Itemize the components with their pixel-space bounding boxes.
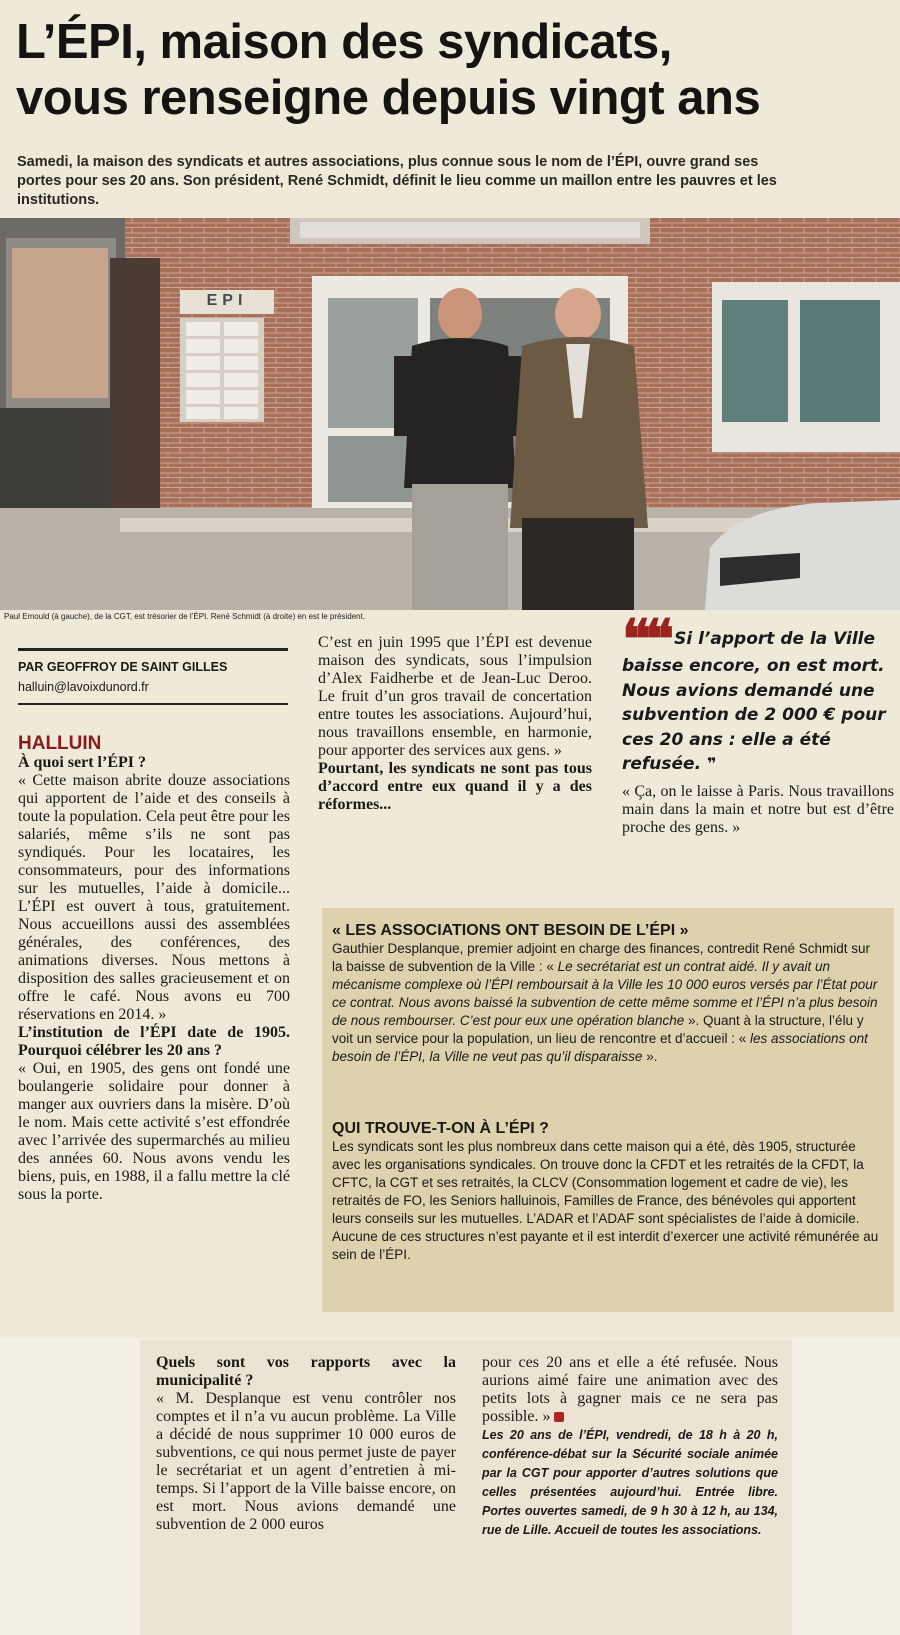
standfirst: Samedi, la maison des syndicats et autres associations, plus connue sous le nom de l’ÉPI, ouvre grand ses portes pour ses 20 ans. Son président, René Schmidt, définit le lieu comme un maillon entre les pauvres et les institutions.	[17, 154, 777, 208]
headline	[16, 14, 891, 126]
pull-quote-text: Si l’apport de la Ville baisse encore, on est mort. Nous avions demandé une subvention de 2 000 € pour ces 20 ans : elle a été refusée.	[622, 629, 886, 774]
sidebar-box	[322, 908, 894, 1312]
column-2	[318, 634, 592, 814]
pull-quote-answer: « Ça, on le laisse à Paris. Nous travaillons main dans la main et notre but est d’être proche des gens. »	[622, 782, 894, 836]
answer-4-cont: pour ces 20 ans et elle a été refusée. Nous aurions aimé faire une animation avec des petits lots à gagner mais ce ne sera pas possible. »	[482, 1354, 778, 1425]
byline-email[interactable]: halluin@lavoixdunord.fr	[18, 680, 149, 694]
answer-1: « Cette maison abrite douze associations qui apportent de l’aide et des conseils à toute la population. Cela peut être pour les salariés, même s’ils ne sont pas syndiqués. Pour les locataires, les consommateurs, pour des informations sur les mutuelles, l’aide à domicile... L’ÉPI est ouvert à tous, gratuitement. Nous accueillons aussi des assemblées générales, des conférences, des animations diverses. Nous mettons à disposition des salles gracieusement et on offre le café. Nous avons eu 700 réservations en 2014. »	[18, 772, 290, 1023]
box-title-1: « LES ASSOCIATIONS ONT BESOIN DE L’ÉPI »	[332, 922, 689, 939]
epi-sign: EPI	[206, 292, 248, 309]
answer-4: « M. Desplanque est venu contrôler nos comptes et il n’a vu aucun problème. La Ville a décidé de nous supprimer 10 000 euros de subventions, ce qui nous permet juste de payer le secrétariat et un agent d’entretien à mi-temps. Si l’apport de la Ville baisse encore, on est mort. Nous avions demandé une subvention de 2 000 euros	[156, 1390, 456, 1533]
continuation-block	[140, 1340, 792, 1635]
box-p1-lead: Gauthier Desplanque, premier adjoint en charge des finances, contredit René Schmidt sur la baisse de subvention de la Ville : «	[332, 941, 871, 974]
photo-illustration	[0, 218, 900, 610]
byline	[18, 648, 288, 705]
continuation-col-2	[482, 1354, 778, 1540]
continuation-col-1	[156, 1354, 456, 1534]
pull-quote	[622, 607, 894, 837]
column-2-text: C’est en juin 1995 que l’ÉPI est devenue maison des syndicats, sous l’impulsion d’Alex Faidherbe et de Jean-Luc Deroo. Le fruit d’un gros travail de concertation entre toutes les associations. Aujourd’hui, nous travaillons ensemble, en harmonie, pour apporter des services aux gens. »	[318, 634, 592, 759]
headline-line-1: L’ÉPI, maison des syndicats,	[16, 15, 672, 69]
box-section-2	[332, 1120, 884, 1264]
box-section-1	[332, 922, 884, 1066]
question-1: À quoi sert l’ÉPI ?	[18, 754, 146, 771]
event-note: Les 20 ans de l’ÉPI, vendredi, de 18 h à 20 h, conférence-débat sur la Sécurité sociale animée par la CGT pour apporter d’autres solutions que celles présentées aujourd’hui. Entrée libre. Portes ouvertes samedi, de 9 h 30 à 12 h, au 134, rue de Lille. Accueil de toutes les associations.	[482, 1428, 778, 1537]
article-photo	[0, 218, 900, 610]
column-1	[18, 734, 290, 1204]
question-3: Pourtant, les syndicats ne sont pas tous d’accord entre eux quand il y a des réformes...	[318, 760, 592, 813]
box-p1-mid: ». Quant à la structure, l’élu y voit un service pour la population, un lieu de rencontre et d’accueil : «	[332, 1013, 864, 1046]
box-p1-end: ».	[642, 1049, 658, 1064]
end-bullet-icon	[554, 1412, 564, 1422]
quote-open-icon: ❝❝	[622, 607, 669, 671]
box-title-2: QUI TROUVE-T-ON À L’ÉPI ?	[332, 1120, 549, 1137]
photo-caption: Paul Emould (à gauche), de la CGT, est trésorier de l’ÉPI. René Schmidt (à droite) en est le président.	[4, 612, 366, 621]
quote-close-icon: ❞	[706, 754, 717, 773]
headline-line-2: vous renseigne depuis vingt ans	[16, 71, 761, 125]
box-p1-quote-2: les associations ont besoin de l’ÉPI, la Ville ne veut pas qu’il disparaisse	[332, 1031, 868, 1064]
dateline-town: HALLUIN	[18, 733, 102, 754]
question-4: Quels sont vos rapports avec la municipalité ?	[156, 1354, 456, 1389]
question-2: L’institution de l’ÉPI date de 1905. Pourquoi célébrer les 20 ans ?	[18, 1024, 290, 1059]
box-p1-quote: Le secrétariat est un contrat aidé. Il y avait un mécanisme complexe où l’ÉPI remboursait à la Ville les 10 000 euros versés par l’État pour ce contrat. Nous avons baissé la subvention de cette même somme et l’ÉPI n’a plus besoin de nous rembourser. C’est pour eux une opération blanche	[332, 959, 878, 1028]
byline-author: PAR GEOFFROY DE SAINT GILLES	[18, 660, 228, 674]
box-p2: Les syndicats sont les plus nombreux dans cette maison qui a été, dès 1905, structurée avec les organisations syndicales. On trouve donc la CFDT et les retraités de la CFDT, la CFTC, la CGT et ses retraités, la CLCV (Consommation logement et cadre de vie), les retraités de FO, les Seniors halluinois, Familles de France, des bénévoles qui apportent leurs conseils sur les mutuelles. L’ADAR et l’ADAF sont spécialistes de l’aide à domicile. Aucune de ces structures n’est payante et il est interdit d’exercer une activité rémunérée au sein de l’ÉPI.	[332, 1139, 879, 1262]
answer-2: « Oui, en 1905, des gens ont fondé une boulangerie solidaire pour donner à manger aux ouvriers dans la misère. D’où le nom. Mais cette activité s’est effondrée avec l’arrivée des supermarchés au milieu des années 60. Nous avons vendu les biens, puis, en 1988, il a fallu mettre la clé sous la porte.	[18, 1060, 290, 1203]
